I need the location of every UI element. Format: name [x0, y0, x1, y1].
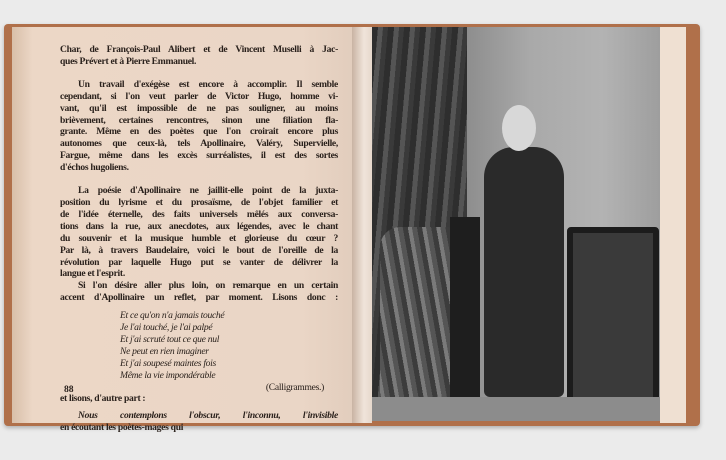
verse-line: Et j'ai scruté tout ce que nul	[120, 333, 220, 345]
text-line: Si l'on désire aller plus loin, on remarque en un certain	[78, 280, 338, 292]
portrait-photo	[372, 27, 660, 421]
text-line: cependant, si l'on veut parler de Victor Hugo, homme vi-	[60, 90, 338, 102]
man-figure	[484, 147, 564, 397]
text-line: Fargue, même dans les excès surréalistes, il est des sortes	[60, 150, 338, 162]
verse-source: (Calligrammes.)	[265, 381, 324, 393]
text-line: du souvenir et la musique humble et glorieuse du cœur ?	[60, 232, 338, 244]
text-line: en écoutant les poètes-mages qui	[60, 422, 184, 434]
text-line: autonomes que ceux-là, tels Apollinaire, Valéry, Supervielle,	[60, 138, 338, 150]
right-page-margin	[660, 27, 686, 423]
page-number: 88	[64, 384, 74, 395]
text-line: accent d'Apollinaire un reflet, par moment. Lisons donc :	[60, 292, 338, 304]
text-line: tions dans la rue, aux anecdotes, aux légendes, avec le chant	[60, 220, 338, 232]
text-line: Un travail d'exégèse est encore à accomplir. Il semble	[78, 78, 338, 90]
text-line: langue et l'esprit.	[60, 268, 125, 280]
chair	[567, 227, 659, 421]
verse-line: Et j'ai soupesé maintes fois	[120, 357, 216, 369]
text-line: Char, de François-Paul Alibert et de Vincent Muselli à Jac-	[60, 44, 338, 55]
left-page-text	[60, 44, 338, 434]
text-line: La poésie d'Apollinaire ne jaillit-elle point de la juxta-	[78, 185, 338, 197]
text-line: brièvement, certaines rencontres, sinon une filiation fla-	[60, 114, 338, 126]
text-line: vant, qu'il est impossible de ne pas souligner, au moins	[60, 102, 338, 114]
carved-table	[450, 217, 480, 417]
verse-line: Je l'ai touché, je l'ai palpé	[120, 322, 213, 334]
text-line: de l'idée éternelle, des faits universels mêlés aux conversa-	[60, 208, 338, 220]
text-line: Nous contemplons l'obscur, l'inconnu, l'invisible	[78, 410, 338, 422]
verse-line: Et ce qu'on n'a jamais touché	[120, 310, 225, 322]
man-head	[502, 105, 536, 151]
text-line: révolution par laquelle Hugo put se vanter de délivrer la	[60, 256, 338, 268]
verse-line: Même la vie impondérable	[120, 369, 216, 381]
book-gutter	[352, 27, 372, 423]
floor	[372, 397, 660, 421]
text-line: Par là, à travers Baudelaire, voici le bout de l'oreille de la	[60, 244, 338, 256]
verse-line: Ne peut en rien imaginer	[120, 345, 209, 357]
text-line: position du lyrisme et du prosaïsme, de l'objet familier et	[60, 196, 338, 208]
text-line: et lisons, d'autre part :	[60, 393, 146, 405]
text-line: ques Prévert et à Pierre Emmanuel.	[60, 55, 197, 67]
text-line: grante. Même en des poètes que l'on croirait encore plus	[60, 126, 338, 138]
text-line: d'échos hugoliens.	[60, 162, 129, 174]
